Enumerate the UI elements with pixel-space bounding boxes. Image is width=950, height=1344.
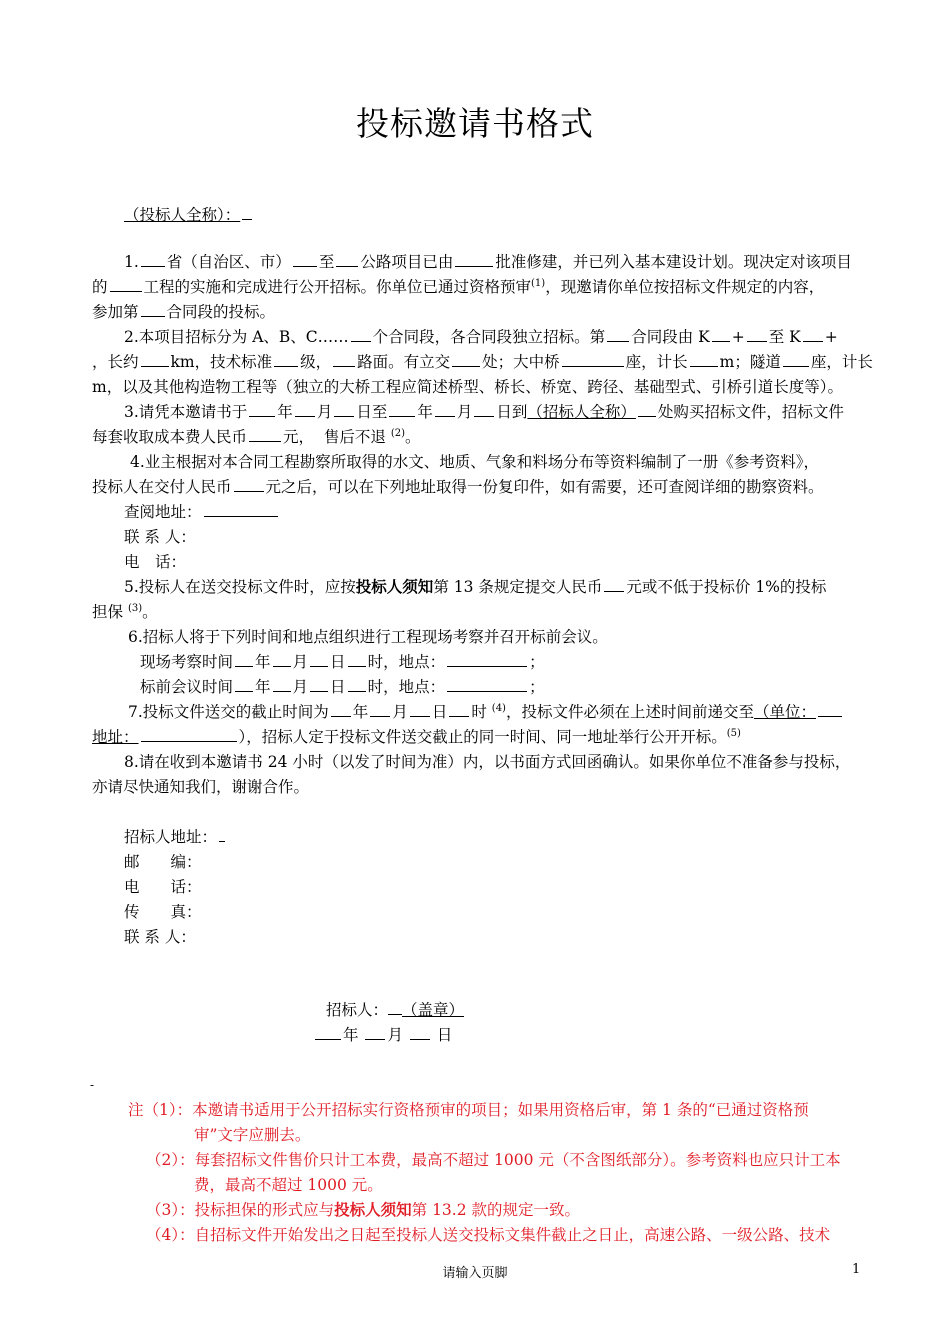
p7-line2: 地址： ），招标人定于投标文件送交截止的同一时间、同一地址举行公开开标。$^{(5)}$: [92, 727, 741, 746]
p4-line1: 4.业主根据对本合同工程勘察所取得的水文、地质、气象和料场分布等资料编制了一册《参考资料》，: [130, 453, 820, 471]
note-2-line2: 费，最高不超过 1000 元。: [194, 1176, 383, 1194]
info-phone: 电 话：: [124, 878, 202, 896]
p1-line1: 1. 省（自治区、市） 至 公路项目已由 批准修建，并已列入基本建设计划。现决定对该项目: [124, 253, 852, 271]
p4-phone: 电 话：: [124, 553, 187, 571]
p2-line2: ，长约 km，技术标准 级， 路面。有立交 处；大中桥 座，计长 m；隧道 座，计长: [92, 353, 873, 371]
p1-line3: 参加第 合同段的投标。: [92, 303, 276, 321]
p4-line2: 投标人在交付人民币 元之后，可以在下列地址取得一份复印件，如有需要，还可查阅详细的勘察资料。: [92, 478, 824, 496]
signature-date: 年 月 日: [313, 1023, 452, 1047]
p2-line3: m，以及其他构造物工程等（独立的大桥工程应简述桥型、桥长、桥宽、跨径、基础型式、引桥引道长度等）。: [92, 378, 843, 396]
p6-line1: 6.招标人将于下列时间和地点组织进行工程现场考察并召开标前会议。: [128, 628, 608, 646]
p3-line1: 3.请凭本邀请书于 年 月 日至 年 月 日到（招标人全称） 处购买招标文件，招标文件: [124, 403, 844, 421]
p2-line1: 2.本项目招标分为 A、B、C…… 个合同段，各合同段独立招标。第 合同段由 K + 至 K +: [124, 328, 838, 346]
info-contact: 联 系 人：: [124, 928, 196, 946]
note-4: （4）：自招标文件开始发出之日起至投标人送交投标文集件截止之日止，高速公路、一级公路、技术: [146, 1226, 831, 1244]
addressee: （投标人全称）：: [124, 203, 862, 227]
p5-line1: 5.投标人在送交投标文件时，应按投标人须知第 13 条规定提交人民币 元或不低于投标价 1%的投标: [124, 577, 827, 596]
note-1-line1: 注（1）：本邀请书适用于公开招标实行资格预审的项目；如果用资格后审，第 1 条的“已通过资格预: [128, 1101, 809, 1119]
note-2-line1: （2）：每套招标文件售价只计工本费，最高不超过 1000 元（不含图纸部分）。参考资料也应只计工本: [146, 1151, 841, 1169]
note-1-line2: 审”文字应删去。: [194, 1126, 311, 1144]
document-title: 投标邀请书格式: [356, 104, 594, 143]
p4-address: 查阅地址：: [124, 500, 862, 524]
p4-contact: 联 系 人：: [124, 528, 196, 546]
p7-line1: 7.投标文件送交的截止时间为 年 月 日 时 $^{(4)}$，投标文件必须在上述时间前递交至（单位：: [128, 700, 862, 724]
info-address: 招标人地址：: [124, 825, 862, 849]
p8-line2: 亦请尽快通知我们，谢谢合作。: [92, 778, 310, 796]
page-number: 1: [852, 1262, 861, 1277]
p5-line2: 担保 $^{(3)}$。: [92, 602, 158, 621]
p3-line2: 每套收取成本费人民币 元， 售后不退 $^{(2)}$。: [92, 427, 421, 446]
page-footer: 请输入页脚: [442, 1266, 508, 1281]
p1-line2: 的 工程的实施和完成进行公开招标。你单位已通过资格预审$^{(1)}$，现邀请你单位按招标文件规定的内容，: [92, 277, 825, 296]
note-3: （3）：投标担保的形式应与投标人须知第 13.2 款的规定一致。: [146, 1200, 581, 1219]
p8-line1: 8.请在收到本邀请书 24 小时（以发了时间为准）内，以书面方式回函确认。如果你单位不准备参与投标，: [124, 753, 851, 771]
signature-line: 招标人： （盖章）: [326, 1001, 465, 1019]
info-fax: 传 真：: [124, 903, 202, 921]
section-marker: -: [90, 1078, 95, 1092]
p6-site-visit: 现场考察时间 年 月 日 时，地点： ；: [140, 653, 545, 671]
info-zip: 邮 编：: [124, 853, 202, 871]
p6-pre-bid-meeting: 标前会议时间 年 月 日 时，地点： ；: [140, 678, 545, 696]
